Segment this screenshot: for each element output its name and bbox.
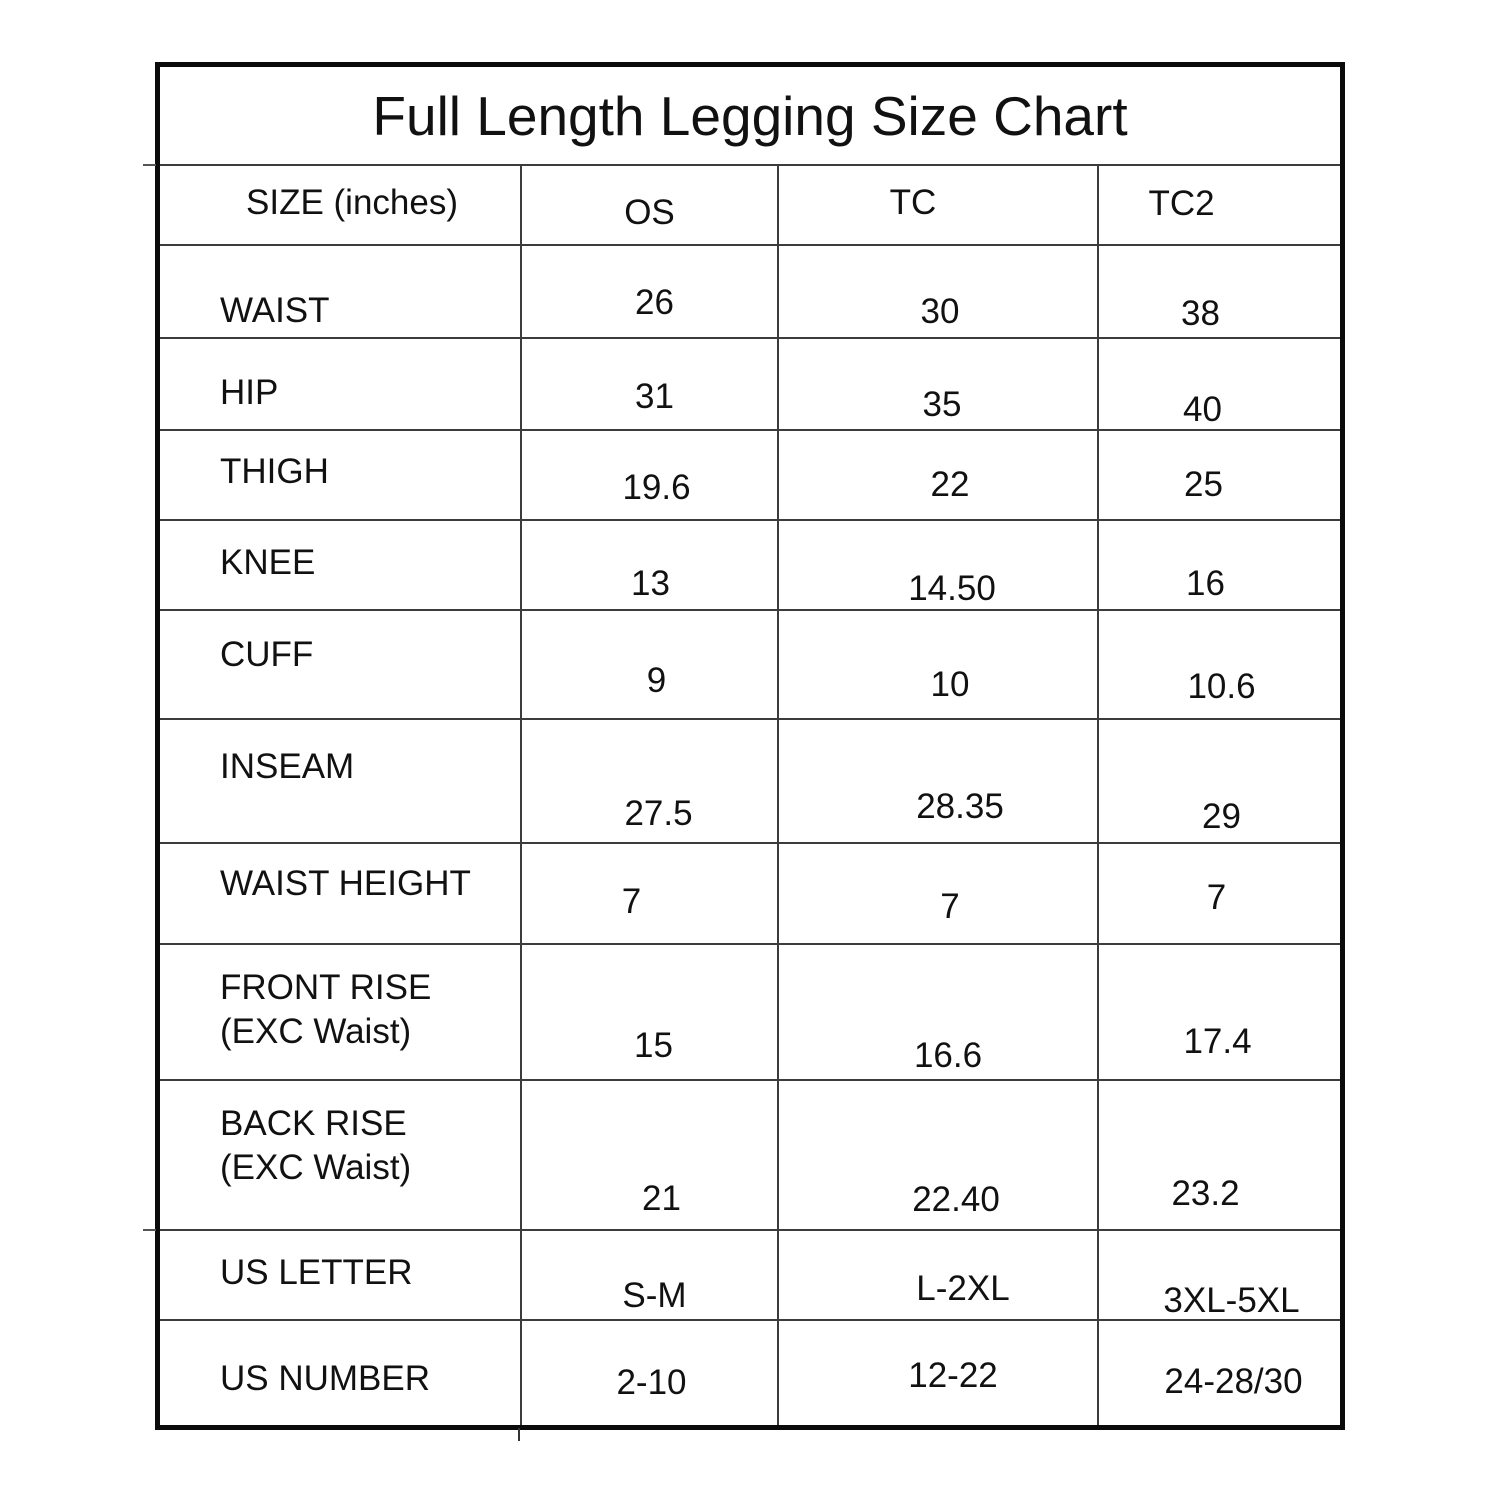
chart-title-text: Full Length Legging Size Chart	[372, 84, 1128, 147]
thigh-tc-value: 22	[779, 431, 1097, 519]
row-thigh-label: THIGH	[220, 452, 329, 491]
waist-os-value: 26	[522, 246, 777, 337]
cuff-os-value: 9	[522, 611, 777, 718]
column-rule-tick-below-table	[518, 1428, 520, 1441]
row-us-number-label-cell	[160, 1321, 520, 1425]
row-waist-height-label-cell	[160, 844, 520, 943]
header-col-tc	[779, 166, 1097, 244]
inseam-tc2-value: 29	[1099, 720, 1340, 842]
row-back-rise-label-line2: (EXC Waist)	[220, 1148, 412, 1187]
us-number-tc-value: 12-22	[779, 1321, 1097, 1425]
rule-overhang-top-left	[143, 164, 156, 166]
row-inseam-label-cell	[160, 720, 520, 842]
row-inseam-label: INSEAM	[220, 747, 355, 786]
front-rise-tc-value: 16.6	[779, 945, 1097, 1079]
cuff-tc-value: 10	[779, 611, 1097, 718]
knee-tc2-value: 16	[1099, 521, 1340, 609]
header-size-label: SIZE (inches)	[246, 183, 458, 222]
chart-title	[160, 67, 1340, 164]
row-us-letter-label: US LETTER	[220, 1253, 413, 1292]
front-rise-os-value: 15	[522, 945, 777, 1079]
row-waist-height-label: WAIST HEIGHT	[220, 863, 471, 903]
inseam-tc-value: 28.35	[779, 720, 1097, 842]
row-cuff-label: CUFF	[220, 634, 314, 674]
hip-tc2-value: 40	[1099, 339, 1340, 429]
back-rise-tc2-value: 23.2	[1099, 1081, 1340, 1229]
back-rise-os-value: 21	[522, 1081, 777, 1229]
waist-height-tc2-value: 7	[1099, 844, 1340, 943]
back-rise-tc-value: 22.40	[779, 1081, 1097, 1229]
row-front-rise-label: FRONT RISE	[220, 968, 432, 1007]
row-thigh-label-cell	[160, 431, 520, 519]
us-letter-tc-value: L-2XL	[779, 1231, 1097, 1319]
header-col-os-label: OS	[624, 193, 675, 232]
waist-height-os-value: 7	[522, 844, 777, 943]
row-knee-label: KNEE	[220, 543, 316, 582]
header-col-os	[522, 166, 777, 244]
hip-os-value: 31	[522, 339, 777, 429]
row-front-rise-label-cell	[160, 945, 520, 1079]
us-letter-tc2-value: 3XL-5XL	[1099, 1231, 1340, 1319]
knee-os-value: 13	[522, 521, 777, 609]
row-hip-label-cell	[160, 339, 520, 429]
header-size-cell	[160, 166, 520, 244]
inseam-os-value: 27.5	[522, 720, 777, 842]
hip-tc-value: 35	[779, 339, 1097, 429]
row-us-letter-label-cell	[160, 1231, 520, 1319]
waist-tc2-value: 38	[1099, 246, 1340, 337]
waist-tc-value: 30	[779, 246, 1097, 337]
row-back-rise-label-cell	[160, 1081, 520, 1229]
row-front-rise-label-line2: (EXC Waist)	[220, 1012, 412, 1051]
us-number-os-value: 2-10	[522, 1321, 777, 1425]
row-us-number-label: US NUMBER	[220, 1359, 431, 1398]
rule-overhang-mid-left	[143, 1229, 156, 1231]
row-back-rise-label: BACK RISE	[220, 1104, 407, 1143]
knee-tc-value: 14.50	[779, 521, 1097, 609]
thigh-os-value: 19.6	[522, 431, 777, 519]
row-knee-label-cell	[160, 521, 520, 609]
front-rise-tc2-value: 17.4	[1099, 945, 1340, 1079]
us-number-tc2-value: 24-28/30	[1099, 1321, 1340, 1425]
row-cuff-label-cell	[160, 611, 520, 718]
us-letter-os-value: S-M	[522, 1231, 777, 1319]
row-hip-label: HIP	[220, 373, 279, 412]
size-chart-table	[155, 62, 1345, 1430]
cuff-tc2-value: 10.6	[1099, 611, 1340, 718]
header-col-tc-label: TC	[889, 183, 937, 222]
header-col-tc2	[1099, 166, 1340, 244]
waist-height-tc-value: 7	[779, 844, 1097, 943]
row-waist-label: WAIST	[220, 290, 330, 330]
row-waist-label-cell	[160, 246, 520, 337]
header-col-tc2-label: TC2	[1148, 184, 1215, 223]
thigh-tc2-value: 25	[1099, 431, 1340, 519]
